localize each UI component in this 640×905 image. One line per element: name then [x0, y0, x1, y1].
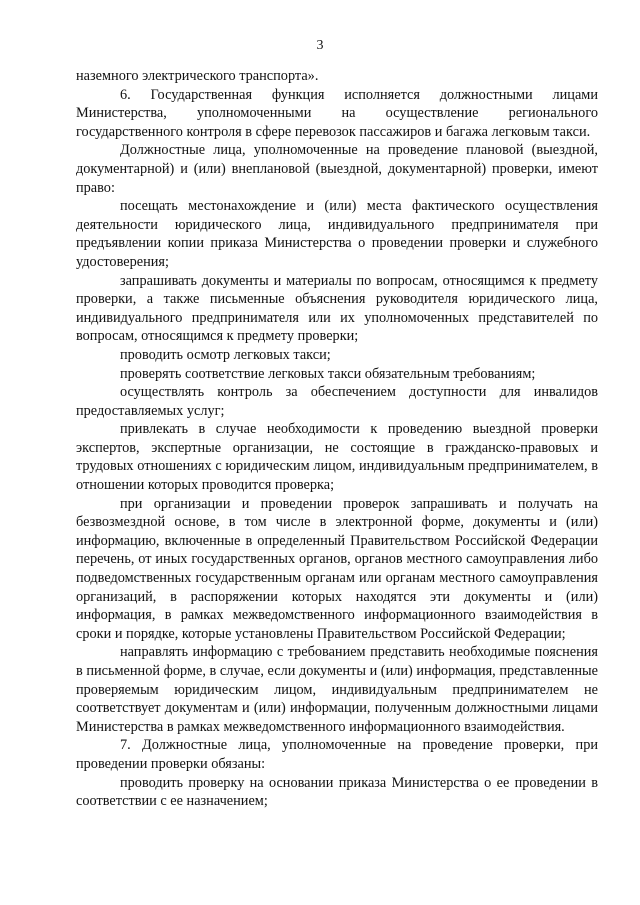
paragraph-continuation: наземного электрического транспорта». [76, 68, 319, 84]
paragraph-rights-intro: Должностные лица, уполномоченные на проведение плановой (выездной, документарной) и (или) внеплановой (выездной, документарной) проверки, имеют право: [76, 142, 598, 196]
page-number: 3 [316, 38, 324, 53]
paragraph-right-inspect-taxi: проводить осмотр легковых такси; [120, 346, 331, 363]
paragraph-right-interagency-request: при организации и проведении проверок запрашивать и получать на безвозмездной основе, в том числе в электронной форме, документы и (или) информацию, включенные в определенный Правительством Российской Федерации перечень, от иных государственных органов, органов местного самоуправления либо подведомственных государственным органам или органам местного самоуправления организаций, в распоряжении которых находятся эти документы и (или) информация, в рамках межведомственного информационного взаимодействия в сроки и порядке, которые установлены Правительством Российской Федерации; [76, 495, 598, 642]
paragraph-right-explanations: направлять информацию с требованием представить необходимые пояснения в письменной форме, в случае, если документы и (или) информация, представленные проверяемым юридическим лицом, индивидуальным предпринимателем не соответствует документам и (или) информации, полученным должностными лицами Министерства в рамках межведомственного информационного взаимодействия. [76, 644, 598, 735]
paragraph-clause-7: 7. Должностные лица, уполномоченные на проведение проверки, при проведении проверки обязаны: [76, 737, 598, 772]
paragraph-right-visit: посещать местонахождение и (или) места фактического осуществления деятельности юридического лица, индивидуального предпринимателя при предъявлении копии приказа Министерства о проведении проверки и служебного удостоверения; [76, 198, 598, 270]
paragraph-right-accessibility: осуществлять контроль за обеспечением доступности для инвалидов предоставляемых услуг; [76, 384, 598, 419]
paragraph-right-check-compliance: проверять соответствие легковых такси обязательным требованиям; [120, 365, 536, 382]
paragraph-clause-6: 6. Государственная функция исполняется должностными лицами Министерства, уполномоченными на осуществление регионального государственного контроля в сфере перевозок пассажиров и багажа легковым такси. [76, 86, 598, 140]
paragraph-right-request-documents: запрашивать документы и материалы по вопросам, относящимся к предмету проверки, а также письменные объяснения руководителя юридического лица, индивидуального предпринимателя или их уполномоченных представителей по вопросам, относящимся к предмету проверки; [76, 272, 598, 345]
paragraph-duty-order: проводить проверку на основании приказа Министерства о ее проведении в соответствии с ее назначением; [76, 774, 598, 810]
document-body [76, 67, 598, 811]
paragraph-right-experts: привлекать в случае необходимости к проведению выездной проверки экспертов, экспертные организации, не состоящие в гражданско-правовых и трудовых отношениях с юридическим лицом, индивидуальным предпринимателем, в отношении которых проводится проверка; [76, 421, 598, 494]
